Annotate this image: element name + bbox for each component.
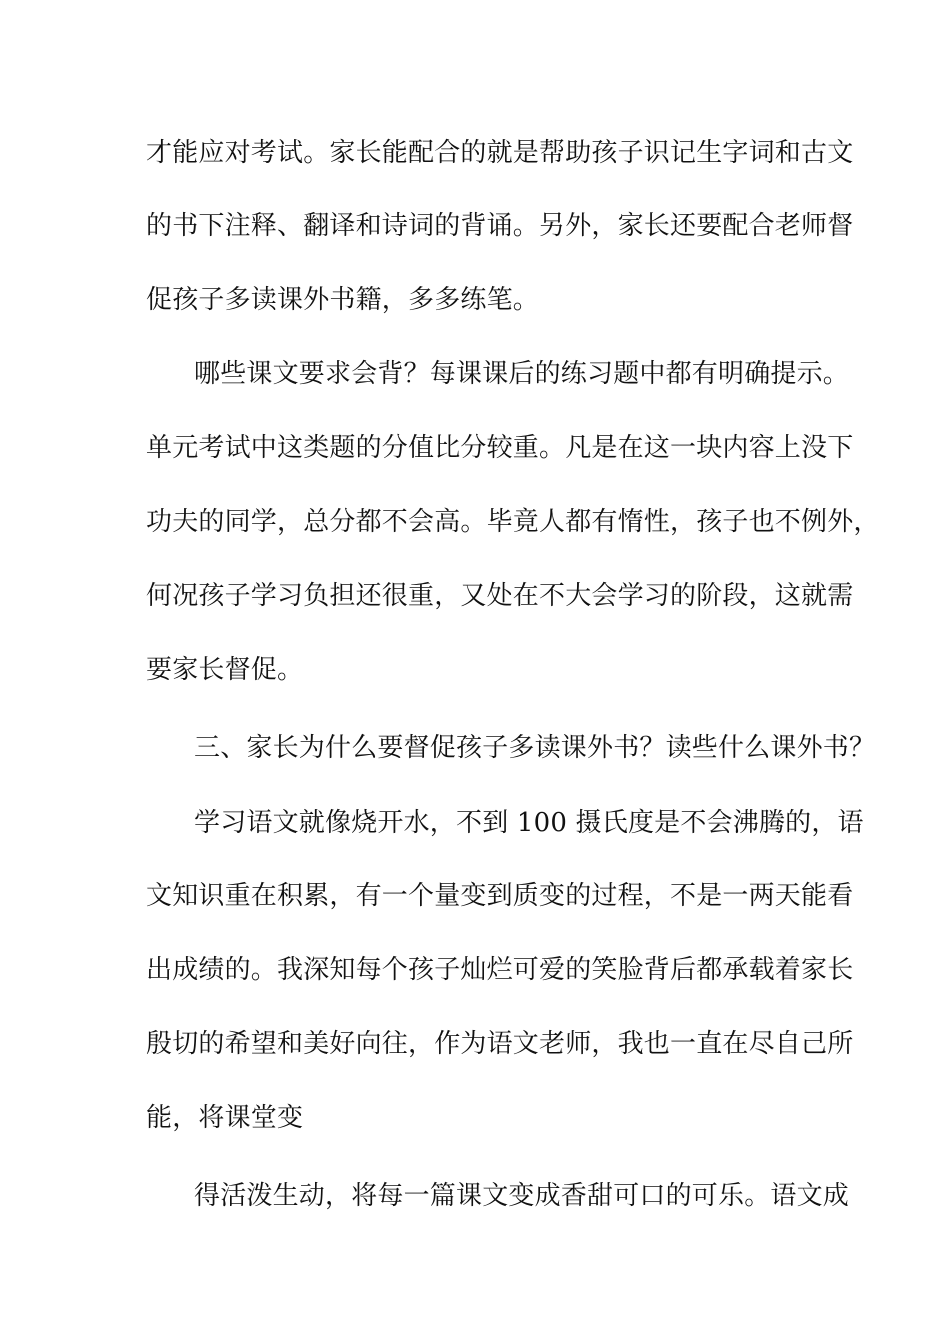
section-heading: 三、家长为什么要督促孩子多读课外书？读些什么课外书？ xyxy=(194,733,876,763)
paragraph-line: 何况孩子学习负担还很重，又处在不大会学习的阶段，这就需 xyxy=(146,581,854,611)
paragraph-line: 能，将课堂变 xyxy=(146,1103,304,1133)
paragraph-line: 文知识重在积累，有一个量变到质变的过程，不是一两天能看 xyxy=(146,881,854,911)
paragraph-line: 的书下注释、翻译和诗词的背诵。另外，家长还要配合老师督 xyxy=(146,211,854,241)
paragraph-line: 出成绩的。我深知每个孩子灿烂可爱的笑脸背后都承载着家长 xyxy=(146,955,854,985)
paragraph-line: 单元考试中这类题的分值比分较重。凡是在这一块内容上没下 xyxy=(146,433,854,463)
paragraph-line: 要家长督促。 xyxy=(146,655,304,685)
paragraph-line: 才能应对考试。家长能配合的就是帮助孩子识记生字词和古文 xyxy=(146,138,854,168)
paragraph-line: 得活泼生动，将每一篇课文变成香甜可口的可乐。语文成 xyxy=(194,1181,850,1211)
paragraph-line: 哪些课文要求会背？每课课后的练习题中都有明确提示。 xyxy=(194,359,850,389)
paragraph-line: 功夫的同学，总分都不会高。毕竟人都有惰性，孩子也不例外， xyxy=(146,507,880,537)
paragraph-line: 学习语文就像烧开水，不到 100 摄氏度是不会沸腾的，语 xyxy=(194,808,864,838)
paragraph-line: 促孩子多读课外书籍，多多练笔。 xyxy=(146,285,540,315)
paragraph-line: 殷切的希望和美好向往，作为语文老师，我也一直在尽自己所 xyxy=(146,1029,854,1059)
